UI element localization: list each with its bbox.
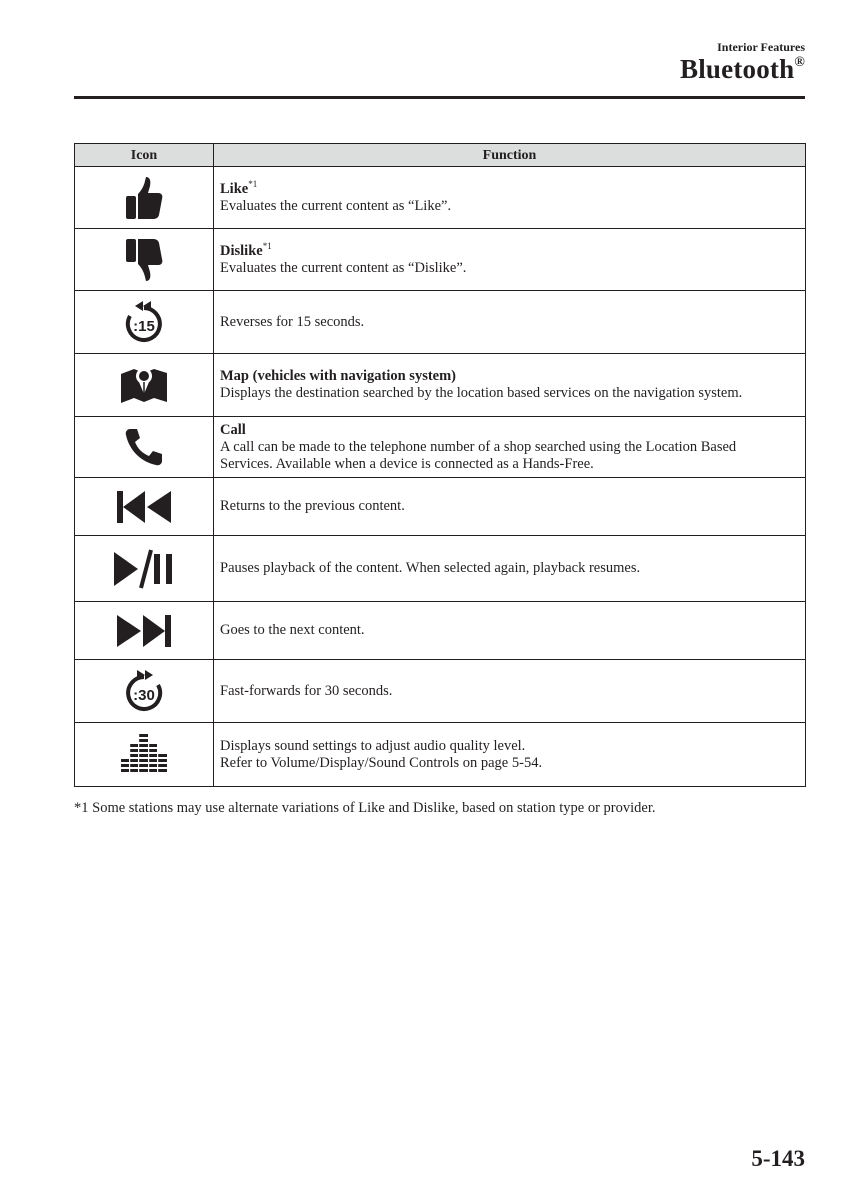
table-row [75, 536, 806, 602]
function-cell [214, 723, 806, 787]
table-header-row [75, 144, 806, 167]
function-description: Reverses for 15 seconds. [220, 313, 365, 330]
icon-cell [75, 229, 214, 291]
table-row [75, 167, 806, 229]
rewind-15-icon [75, 300, 213, 344]
function-description: Refer to Volume/Display/Sound Controls on page 5-54. [220, 754, 543, 771]
registered-mark: ® [794, 55, 805, 70]
icon-cell [75, 536, 214, 602]
function-name: Map (vehicles with navigation system) [220, 368, 457, 384]
function-description: Displays the destination searched by the location based services on the navigation system. [220, 385, 743, 401]
section-label: Interior Features [717, 40, 805, 54]
function-description: Goes to the next content. [220, 622, 365, 638]
icon-cell [75, 478, 214, 536]
function-description: Pauses playback of the content. When selected again, playback resumes. [220, 560, 641, 576]
icon-cell [75, 660, 214, 723]
table-row [75, 602, 806, 660]
column-header-function: Function [214, 144, 806, 167]
forward-30-label: :30 [133, 687, 155, 704]
function-cell [214, 660, 806, 723]
thumbs-down-icon [75, 238, 213, 282]
skip-previous-icon [75, 490, 213, 524]
function-description: Services. Available when a device is connected as a Hands-Free. [220, 455, 594, 472]
page-title [680, 54, 805, 85]
table-row [75, 660, 806, 723]
forward-30-icon [75, 669, 213, 713]
rewind-15-label: :15 [133, 318, 155, 335]
table-row [75, 354, 806, 417]
function-description: Fast-forwards for 30 seconds. [220, 682, 393, 699]
thumbs-up-icon [75, 176, 213, 220]
page-title-text: Bluetooth [680, 54, 795, 84]
table-row [75, 478, 806, 536]
function-cell [214, 291, 806, 354]
table-row [75, 723, 806, 787]
skip-next-icon [75, 614, 213, 648]
map-pin-icon [75, 364, 213, 406]
footnote-ref: *1 [248, 178, 258, 189]
icon-function-table [74, 143, 806, 787]
function-description: Evaluates the current content as “Dislike”. [220, 259, 467, 276]
function-cell [214, 536, 806, 602]
table-row [75, 417, 806, 478]
play-pause-icon [75, 549, 213, 589]
column-header-icon: Icon [75, 144, 214, 167]
function-cell [214, 354, 806, 417]
header-rule [74, 96, 805, 99]
footnote: *1 Some stations may use alternate variations of Like and Dislike, based on station type or provider. [74, 800, 656, 816]
function-description: A call can be made to the telephone number of a shop searched using the Location Based [220, 438, 737, 455]
icon-cell [75, 354, 214, 417]
icon-cell [75, 723, 214, 787]
icon-cell [75, 602, 214, 660]
function-cell [214, 167, 806, 229]
function-name: Call [220, 421, 246, 438]
icon-cell [75, 291, 214, 354]
page-number: 5-143 [751, 1146, 805, 1171]
phone-icon [75, 427, 213, 467]
function-cell [214, 417, 806, 478]
function-cell [214, 602, 806, 660]
function-cell [214, 478, 806, 536]
table-row [75, 291, 806, 354]
equalizer-icon [75, 734, 213, 776]
function-description: Evaluates the current content as “Like”. [220, 197, 452, 214]
function-name: Like [220, 180, 249, 197]
function-description: Returns to the previous content. [220, 498, 405, 514]
icon-cell [75, 417, 214, 478]
icon-cell [75, 167, 214, 229]
function-description: Displays sound settings to adjust audio quality level. [220, 737, 526, 754]
function-cell [214, 229, 806, 291]
footnote-ref: *1 [262, 240, 272, 251]
table-row [75, 229, 806, 291]
function-name: Dislike [220, 242, 263, 259]
